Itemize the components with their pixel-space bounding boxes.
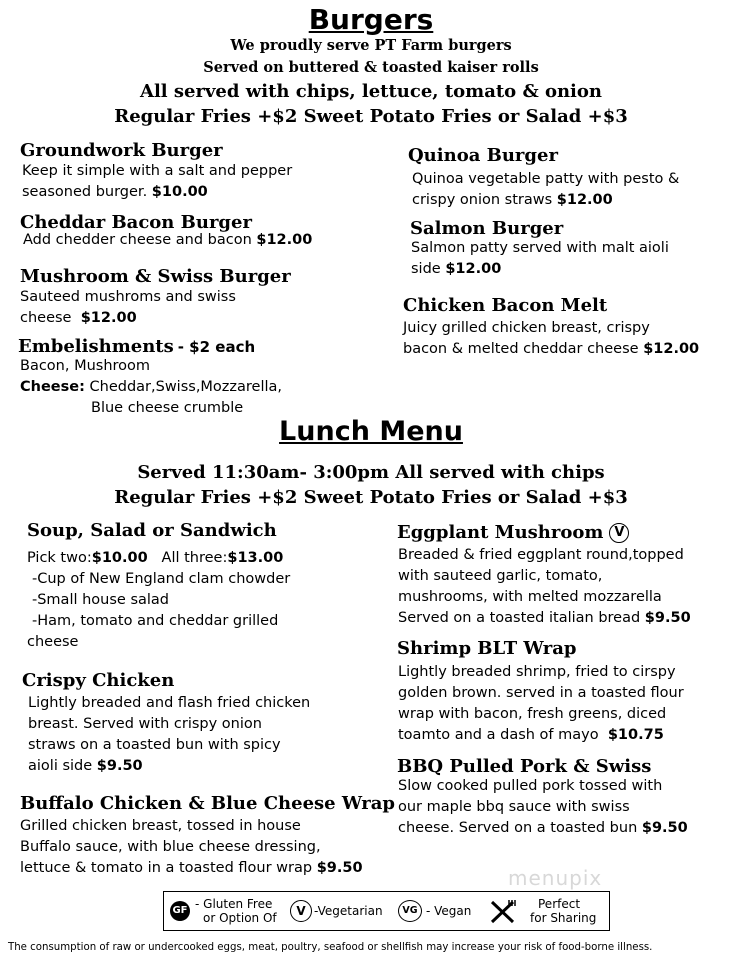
burgers-subtitle-1: We proudly serve PT Farm burgers <box>230 37 512 54</box>
item-desc-buffalo-wrap: Grilled chicken breast, tossed in house Buffalo sauce, with blue cheese dressing, lettuce & tomato in a toasted flour wrap $9.50 <box>20 818 363 876</box>
dietary-legend <box>163 891 610 931</box>
item-title-cheddar-bacon: Cheddar Bacon Burger <box>20 212 252 233</box>
item-desc-bbq-pulled-pork: Slow cooked pulled pork tossed with our maple bbq sauce with swiss cheese. Served on a toasted bun $9.50 <box>398 778 688 836</box>
item-desc-salmon: Salmon patty served with malt aioli side $12.00 <box>411 240 669 277</box>
price-groundwork: $10.00 <box>151 184 208 200</box>
price-shrimp-blt: $10.75 <box>607 727 664 743</box>
item-title-buffalo-wrap: Buffalo Chicken & Blue Cheese Wrap <box>20 793 396 814</box>
item-title-soup-salad-sandwich: Soup, Salad or Sandwich <box>27 520 277 541</box>
item-desc-cheddar-bacon: Add chedder cheese and bacon $12.00 <box>23 232 313 248</box>
lunch-subtitle-1: Served 11:30am- 3:00pm All served with chips <box>137 462 605 483</box>
embelishments-price: - $2 each <box>177 338 256 356</box>
item-desc-quinoa: Quinoa vegetable patty with pesto & crispy onion straws $12.00 <box>412 171 680 208</box>
fork-knife-icon <box>489 899 517 925</box>
price-mushroom-swiss: $12.00 <box>80 310 137 326</box>
price-pick-two: $10.00 <box>91 550 148 566</box>
price-buffalo-wrap: $9.50 <box>316 860 363 876</box>
item-title-groundwork: Groundwork Burger <box>20 140 223 161</box>
watermark: menupix <box>508 866 603 890</box>
gluten-free-icon: GF <box>170 901 190 921</box>
item-desc-eggplant: Breaded & fried eggplant round,topped with sauteed garlic, tomato, mushrooms, with melted mozzarella Served on a toasted italian bread $9.50 <box>398 547 691 626</box>
item-desc-groundwork: Keep it simple with a salt and pepper seasoned burger. $10.00 <box>22 163 293 200</box>
item-title-shrimp-blt: Shrimp BLT Wrap <box>397 638 577 659</box>
item-desc-soup-salad-sandwich: Pick two:$10.00 All three:$13.00 -Cup of New England clam chowder -Small house salad -Ham, tomato and cheddar grilled cheese <box>27 550 291 650</box>
vegan-icon: VG <box>398 900 422 922</box>
price-salmon: $12.00 <box>445 261 502 277</box>
item-title-salmon: Salmon Burger <box>410 218 564 239</box>
health-disclaimer: The consumption of raw or undercooked eggs, meat, poultry, seafood or shellfish may increase your risk of food-borne illness. <box>8 942 653 953</box>
vegetarian-legend-icon: V <box>290 900 312 922</box>
item-title-eggplant: Eggplant Mushroom V <box>397 522 629 543</box>
embelishments-list: Bacon, Mushroom Cheese: Cheddar,Swiss,Mozzarella, Blue cheese crumble <box>20 358 283 416</box>
embelishments-heading: Embelishments - $2 each <box>18 336 256 357</box>
lunch-heading: Lunch Menu <box>279 416 463 447</box>
item-title-crispy-chicken: Crispy Chicken <box>22 670 175 691</box>
price-cheddar-bacon: $12.00 <box>256 232 313 248</box>
vegan-label: - Vegan <box>426 904 472 918</box>
lunch-subtitle-2: Regular Fries +$2 Sweet Potato Fries or Salad +$3 <box>114 487 628 508</box>
sharing-label: Perfect for Sharing <box>530 897 597 925</box>
price-eggplant: $9.50 <box>644 610 691 626</box>
price-chicken-bacon-melt: $12.00 <box>643 341 700 357</box>
gluten-free-label: - Gluten Free or Option Of <box>195 897 277 925</box>
vegetarian-label: -Vegetarian <box>314 904 383 918</box>
item-desc-mushroom-swiss: Sauteed mushroms and swiss cheese $12.00 <box>20 289 236 326</box>
burgers-subtitle-2: Served on buttered & toasted kaiser rolls <box>203 59 539 76</box>
burgers-subtitle-3: All served with chips, lettuce, tomato & onion <box>140 81 602 102</box>
price-all-three: $13.00 <box>227 550 284 566</box>
item-desc-chicken-bacon-melt: Juicy grilled chicken breast, crispy bacon & melted cheddar cheese $12.00 <box>403 320 700 357</box>
item-title-quinoa: Quinoa Burger <box>408 145 558 166</box>
price-crispy-chicken: $9.50 <box>96 758 143 774</box>
item-desc-shrimp-blt: Lightly breaded shrimp, fried to cirspy golden brown. served in a toasted flour wrap with bacon, fresh greens, diced toamto and a dash of mayo $10.75 <box>398 664 684 743</box>
item-title-chicken-bacon-melt: Chicken Bacon Melt <box>403 295 608 316</box>
item-title-bbq-pulled-pork: BBQ Pulled Pork & Swiss <box>397 756 652 777</box>
burgers-heading: Burgers <box>308 3 434 36</box>
price-bbq-pulled-pork: $9.50 <box>641 820 688 836</box>
item-title-mushroom-swiss: Mushroom & Swiss Burger <box>20 266 291 287</box>
item-desc-crispy-chicken: Lightly breaded and flash fried chicken breast. Served with crispy onion straws on a toasted bun with spicy aioli side $9.50 <box>28 695 311 774</box>
price-quinoa: $12.00 <box>556 192 613 208</box>
burgers-subtitle-4: Regular Fries +$2 Sweet Potato Fries or Salad +$3 <box>114 106 628 127</box>
vegetarian-icon: V <box>609 523 629 543</box>
